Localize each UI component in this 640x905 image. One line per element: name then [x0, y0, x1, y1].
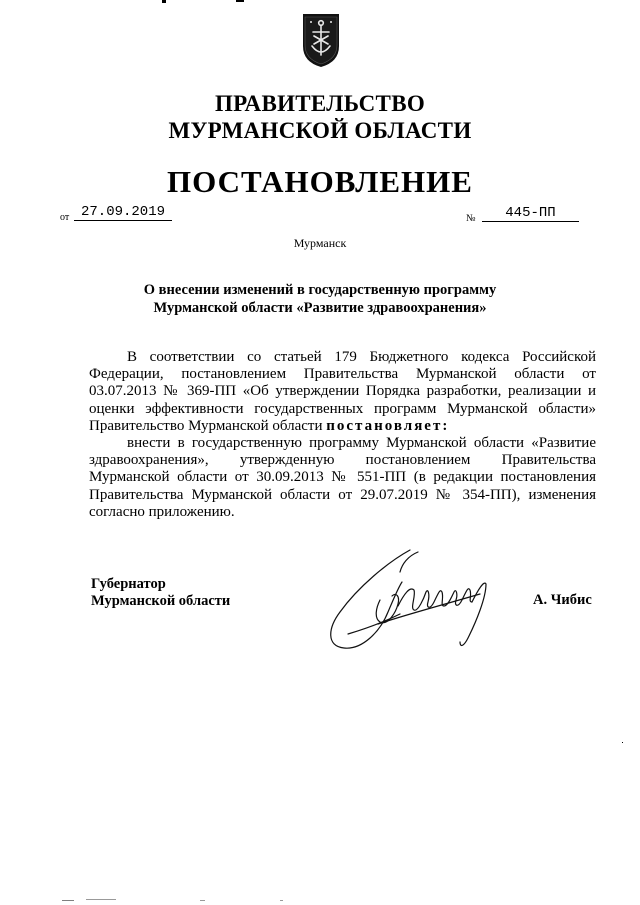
- paragraph1-text: В соответствии со статьей 179 Бюджетного кодекса Российской Федерации, постановлением Правительства Мурманской области от 03.07.2013 № 369-ПП «Об утверждении Порядка разработки, реализации и оценки эффективности государственных программ Мурманской области» Правительство Мурманской области: [89, 349, 596, 434]
- document-date: 27.09.2019: [74, 204, 172, 221]
- scan-mark: [62, 900, 74, 901]
- position-line2: Мурманской области: [91, 593, 231, 609]
- scan-mark: [280, 900, 283, 901]
- body-paragraph-1: [89, 349, 596, 435]
- document-number: 445-ПП: [482, 205, 579, 222]
- signatory-position: [91, 576, 230, 610]
- document-type-title: ПОСТАНОВЛЕНИЕ: [167, 164, 473, 199]
- subject-line2: Мурманской области «Развитие здравоохранения»: [153, 300, 487, 316]
- coat-of-arms-icon: [301, 12, 341, 68]
- signatory-name: А. Чибис: [533, 592, 592, 608]
- scan-mark: [162, 0, 166, 3]
- government-name-line1: ПРАВИТЕЛЬСТВО: [214, 91, 426, 116]
- body-paragraph-2: внести в государственную программу Мурманской области «Развитие здравоохранения», утвержденную постановлением Правительства Мурманской области от 30.09.2013 № 551-ПП (в редакции постановления Правительства Мурманской области от 29.07.2019 № 354-ПП), изменения согласно приложению.: [89, 435, 596, 520]
- number-prefix: №: [466, 213, 476, 224]
- handwritten-signature-icon: [318, 542, 496, 654]
- position-line1: Губернатор: [91, 576, 166, 592]
- document-body: [89, 349, 596, 521]
- scan-mark: [86, 899, 116, 900]
- scan-mark: [236, 0, 244, 2]
- date-prefix: от: [60, 212, 70, 223]
- government-name-line2: МУРМАНСКОЙ ОБЛАСТИ: [168, 118, 472, 143]
- scan-mark: [200, 900, 205, 901]
- resolution-keyword: постановляет:: [326, 417, 450, 434]
- city-name: Мурманск: [293, 236, 347, 250]
- document-subject: [100, 281, 540, 317]
- scan-mark: [622, 742, 623, 743]
- subject-line1: О внесении изменений в государственную программу: [143, 282, 497, 298]
